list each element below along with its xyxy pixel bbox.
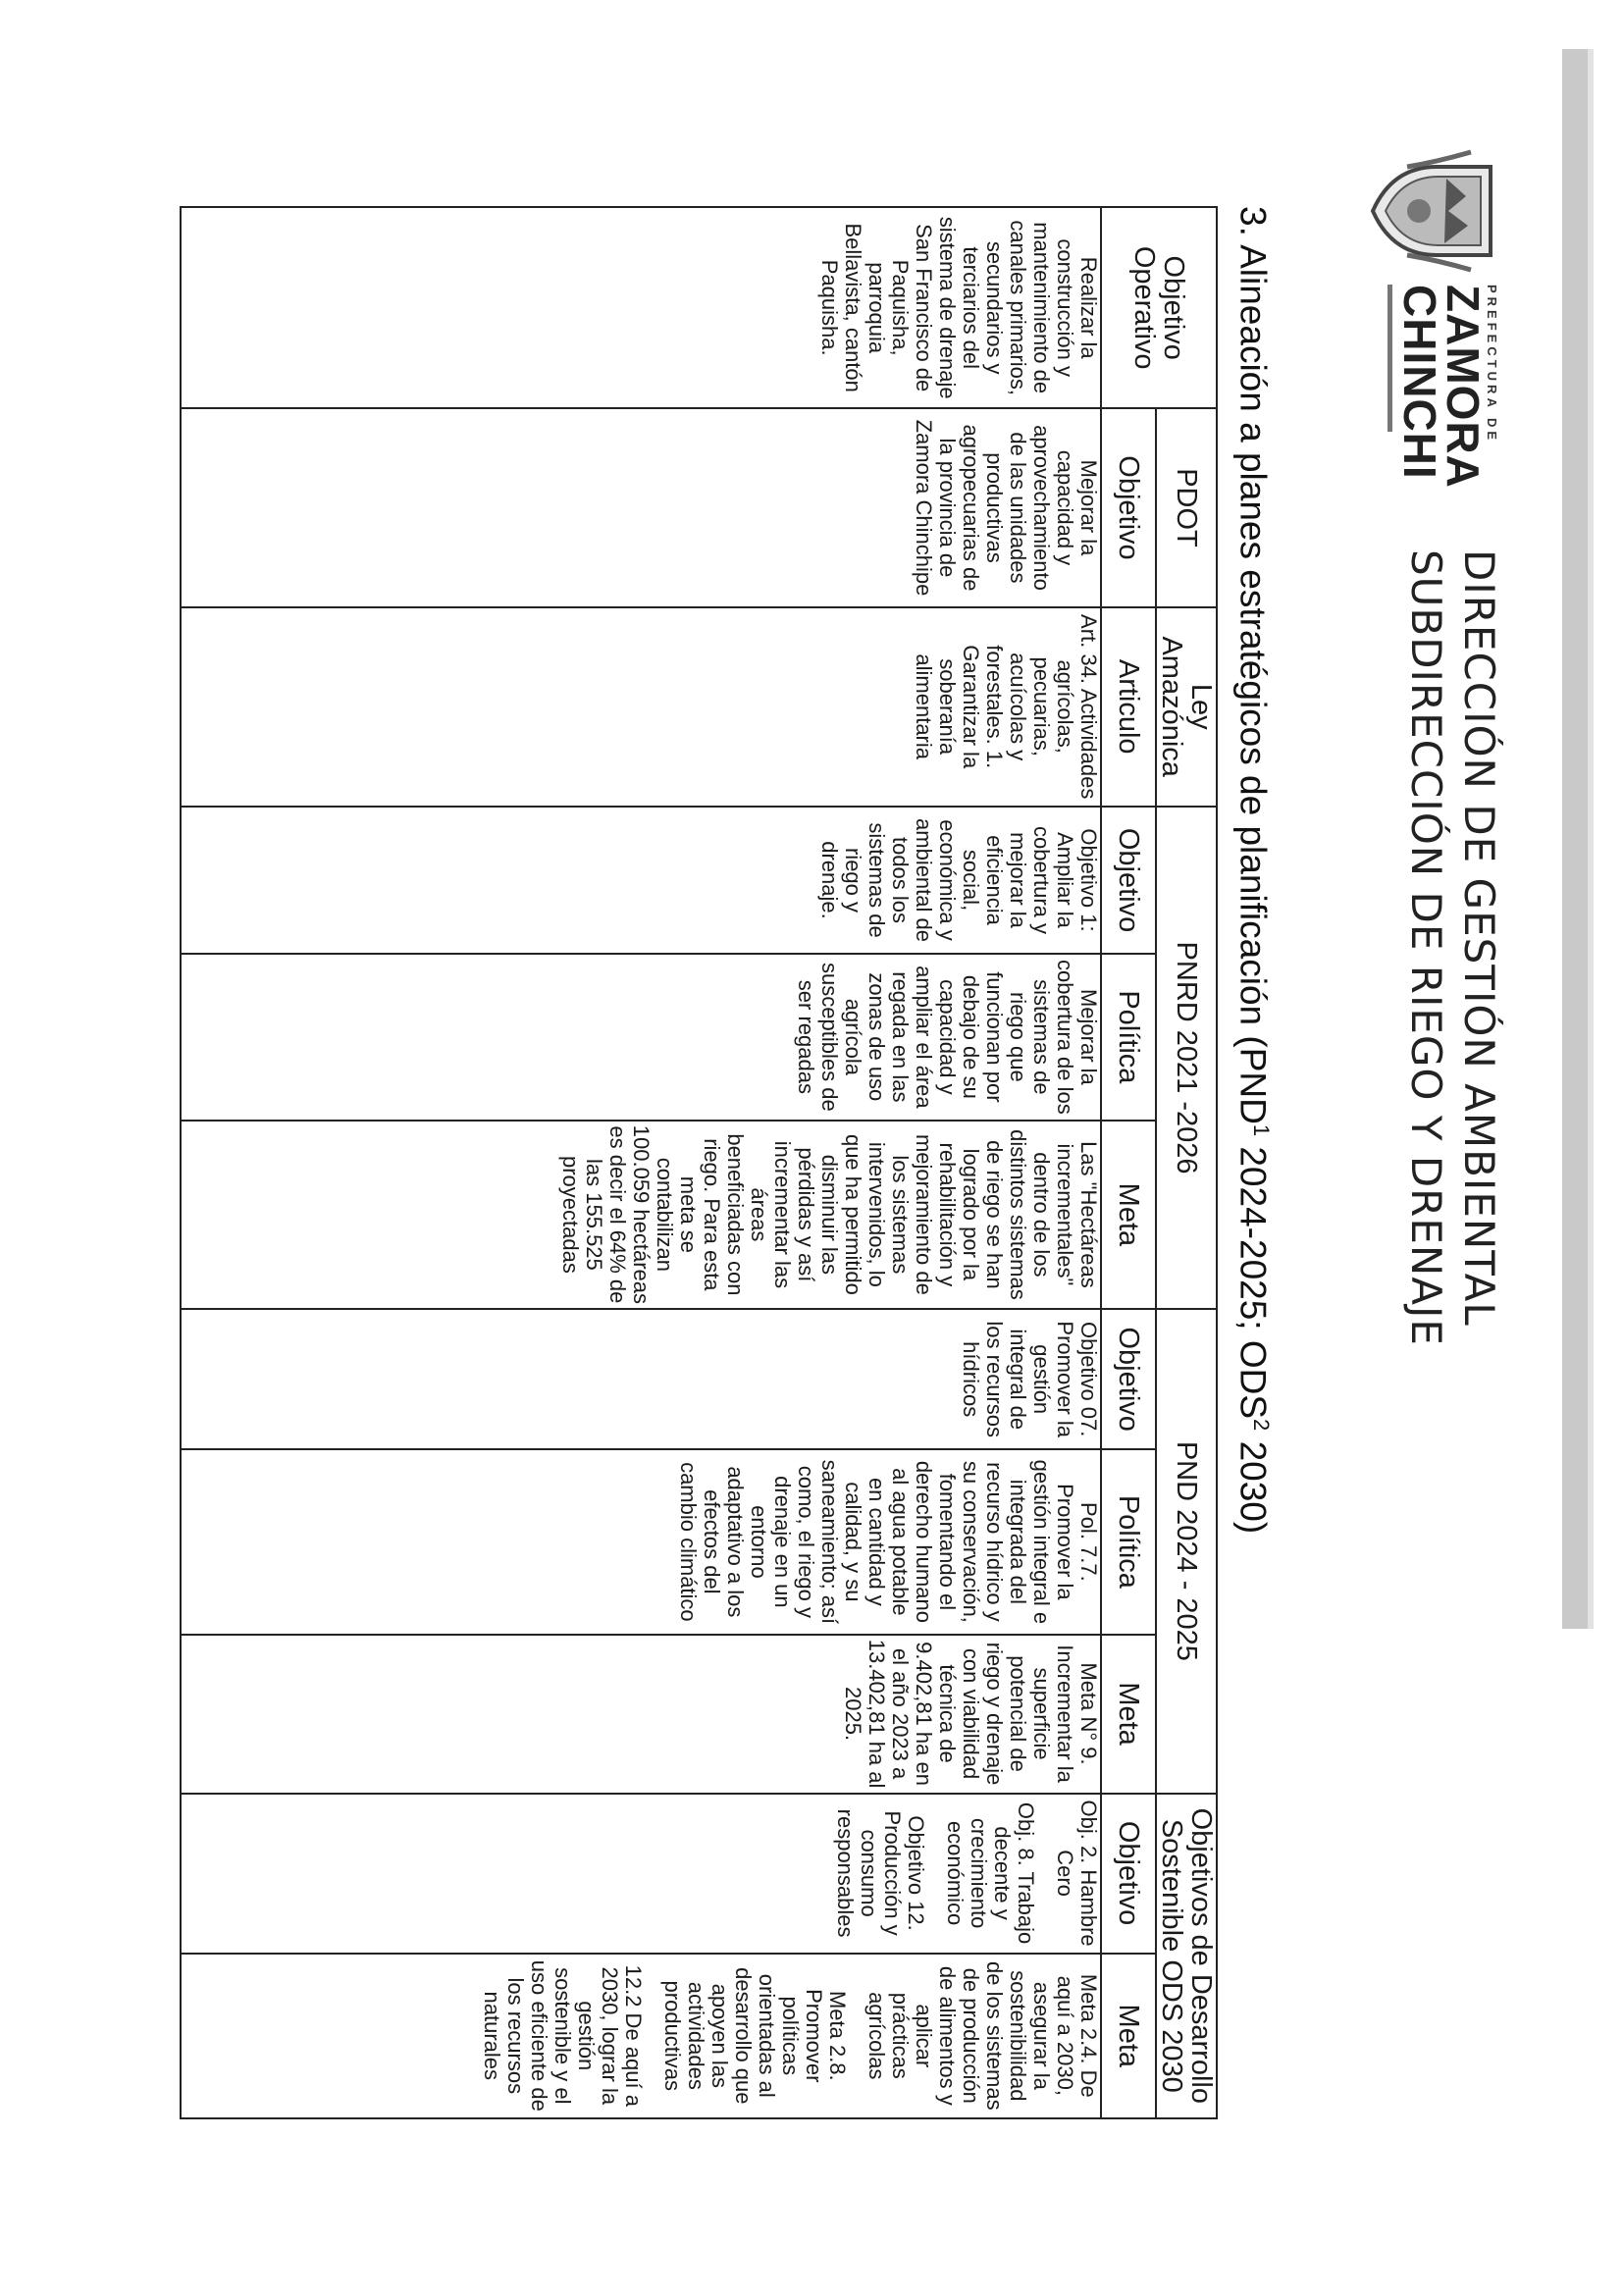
cell-pnd-meta: Meta N° 9. Incrementar la superficie potencial de riego y drenaje con viabilidad técnica de 9.402,81 ha en el año 2023 a 13.402,81 ha al 2025. bbox=[181, 1635, 1101, 1794]
ods-objetivo-3: Objetivo 12. Producción y consumo responsables bbox=[833, 1808, 928, 1938]
prefecture-brand bbox=[1387, 285, 1499, 489]
ods-objetivo-1: Obj. 2. Hambre Cero bbox=[1053, 1800, 1101, 1947]
cell-pdot-objetivo: Mejorar la capacidad y aprovechamiento de las unidades productivas agropecuarias de la provincia de Zamora Chinchipe bbox=[181, 408, 1101, 606]
cell-ley-articulo: Art. 34. Actividades agrícolas, pecuarias, acuícolas y forestales. 1. Garantizar la soberanía alimentaria bbox=[181, 607, 1101, 807]
brand-underline bbox=[1387, 285, 1392, 432]
brand-line-1: ZAMORA bbox=[1438, 285, 1489, 489]
page-header bbox=[1280, 147, 1505, 2110]
section-title-text: 3. Alineación a planes estratégicos de planificación (PND bbox=[1232, 206, 1274, 1124]
header-pdot: PDOT bbox=[1156, 408, 1217, 606]
prefecture-shield-logo-icon bbox=[1368, 147, 1505, 275]
subheader-pnd-politica: Política bbox=[1101, 1449, 1156, 1634]
cell-objetivo-operativo: Realizar la construcción y mantenimiento de canales primarios, secundarios y terciarios del sistema de drenaje San Francisco de Paquisha, parroquia Bellavista, cantón Paquisha. bbox=[181, 207, 1101, 408]
ods-objetivo-2: Obj. 8. Trabajo decente y crecimiento económico bbox=[943, 1801, 1038, 1945]
subheader-ods-meta: Meta bbox=[1101, 1954, 1156, 2118]
cell-pnrd-politica: Mejorar la cobertura de los sistemas de riego que funcionan por debajo de su capacidad y ampliar el área regada en las zonas de uso agrícola susceptibles de ser regadas bbox=[181, 954, 1101, 1120]
direction-title: DIRECCIÓN DE GESTIÓN AMBIENTAL bbox=[1455, 549, 1503, 1327]
cell-ods-objetivo bbox=[181, 1794, 1101, 1954]
header-ley-amazonica: Ley Amazónica bbox=[1156, 607, 1217, 807]
ods-meta-2: Meta 2.8. Promover políticas orientadas al desarrollo que apoyen las actividades productivas bbox=[660, 1967, 850, 2105]
section-title-mid: 2024-2025; ODS bbox=[1232, 1136, 1274, 1420]
subheader-pnd-objetivo: Objetivo bbox=[1101, 1309, 1156, 1449]
subheader-pnrd-politica: Política bbox=[1101, 954, 1156, 1120]
department-heading bbox=[1399, 549, 1505, 1346]
header-ods: Objetivos de Desarrollo Sostenible ODS 2030 bbox=[1156, 1794, 1217, 2118]
subdirection-title: SUBDIRECCIÓN DE RIEGO Y DRENAJE bbox=[1402, 549, 1450, 1346]
ods-meta-1: Meta 2.4. De aquí a 2030, asegurar la sostenibilidad de los sistemas de producción de alimentos y aplicar prácticas agrícolas bbox=[864, 1960, 1101, 2111]
section-title bbox=[1232, 206, 1274, 1534]
header-pnd: PND 2024 - 2025 bbox=[1156, 1309, 1217, 1793]
cell-pnd-politica: Pol. 7.7. Promover la gestión integral e integrada del recurso hídrico y su conservación, fomentando el derecho humano al agua potable en cantidad y calidad, y su saneamiento; así como, el riego y drenaje en un entorno adaptativo a los efectos del cambio climático bbox=[181, 1449, 1101, 1634]
subheader-ley-articulo: Articulo bbox=[1101, 607, 1156, 807]
subheader-ods-objetivo: Objetivo bbox=[1101, 1794, 1156, 1954]
section-title-end: 2030) bbox=[1232, 1431, 1274, 1535]
table-row bbox=[181, 207, 1101, 2118]
brand-top: PREFECTURA DE bbox=[1485, 285, 1499, 444]
cell-ods-meta bbox=[181, 1954, 1101, 2118]
subheader-pdot-objetivo: Objetivo bbox=[1101, 408, 1156, 606]
cell-pnrd-objetivo: Objetivo 1: Ampliar la cobertura y mejorar la eficiencia social, económica y ambiental de todos los sistemas de riego y drenaje. bbox=[181, 807, 1101, 954]
brand-line-2: CHINCHI bbox=[1394, 285, 1445, 480]
footnote-marker-1: 1 bbox=[1249, 1123, 1274, 1137]
cell-pnd-objetivo: Objetivo 07. Promover la gestión integral de los recursos hídricos bbox=[181, 1309, 1101, 1449]
header-objetivo-operativo: Objetivo Operativo bbox=[1101, 207, 1217, 408]
alignment-table bbox=[180, 206, 1218, 2119]
cell-pnrd-meta: Las "Hectáreas incrementales" dentro de los distintos sistemas de riego se han logrado por la rehabilitación y mejoramiento de los sistemas intervenidos, lo que ha permitido disminuir las pérdidas y así incrementar las áreas beneficiadas con riego. Para esta meta se contabilizan 100.059 hectáreas es decir el 64% de las 155.525 proyectadas bbox=[181, 1121, 1101, 1310]
subheader-pnd-meta: Meta bbox=[1101, 1635, 1156, 1794]
header-pnrd: PNRD 2021 -2026 bbox=[1156, 807, 1217, 1309]
footnote-marker-2: 2 bbox=[1249, 1419, 1274, 1432]
ods-meta-3: 12.2 De aquí a 2030, lograr la gestión sostenible y el uso eficiente de los recursos naturales bbox=[480, 1959, 646, 2112]
subheader-pnrd-meta: Meta bbox=[1101, 1121, 1156, 1310]
subheader-pnrd-objetivo: Objetivo bbox=[1101, 807, 1156, 954]
